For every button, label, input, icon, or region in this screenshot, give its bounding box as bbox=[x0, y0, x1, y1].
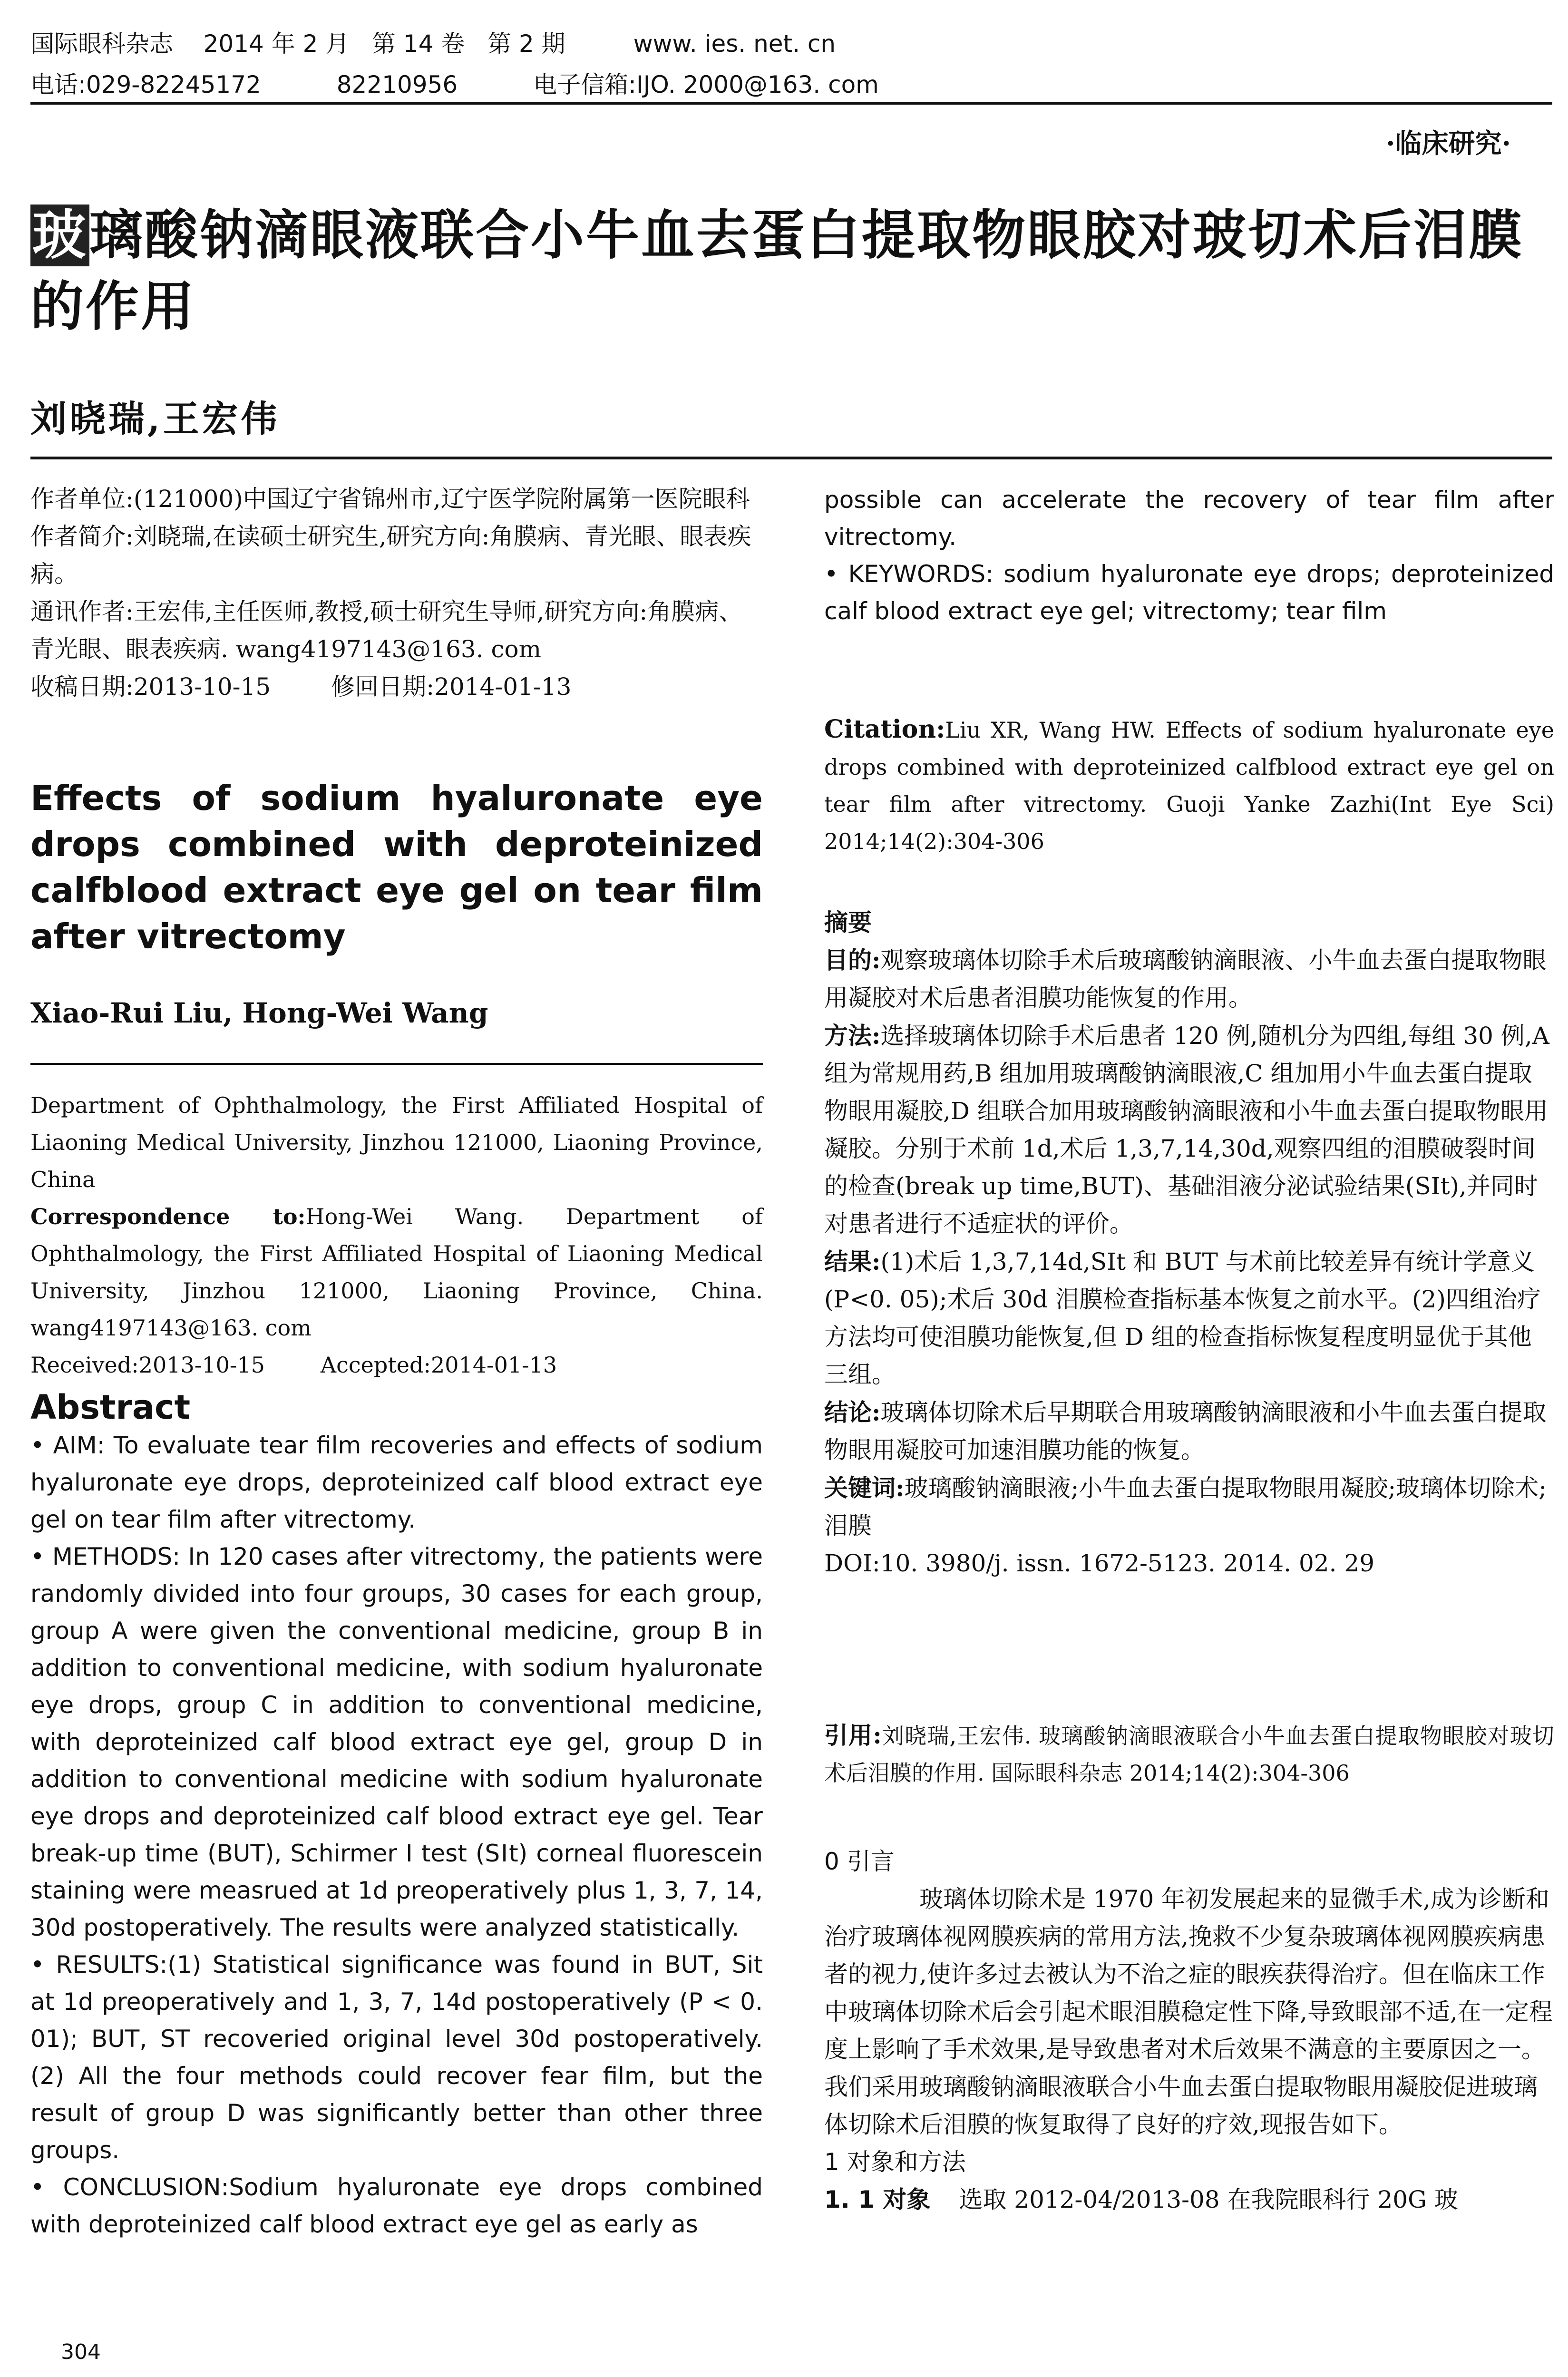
abstract-results: • RESULTS:(1) Statistical significance was found in BUT, Sit at 1d preoperatively and 1, 3, 7, 14d postoperatively (P < 0. 01); BUT, ST recoveried original level 30d postoperatively. (2) All the four methods could recover fear film, but the result of group D was significantly better than other three groups. bbox=[30, 1951, 763, 2164]
cite-cn-text: 刘晓瑞,王宏伟. 玻璃酸钠滴眼液联合小牛血去蛋白提取物眼胶对玻切术后泪膜的作用. 国际眼科杂志 2014;14(2):304-306 bbox=[824, 1723, 1554, 1786]
title-first-char: 玻 bbox=[30, 205, 89, 266]
journal-header-line1: 国际眼科杂志 2014 年 2 月 第 14 卷 第 2 期 www. ies. net. cn bbox=[30, 30, 836, 58]
authors-cn: 刘晓瑞,王宏伟 bbox=[30, 398, 280, 440]
received-dates-cn: 收稿日期:2013-10-15 修回日期:2014-01-13 bbox=[30, 673, 572, 701]
keywords-cn-label: 关键词: bbox=[824, 1474, 905, 1502]
affiliation: 作者单位:(121000)中国辽宁省锦州市,辽宁医学院附属第一医院眼科 bbox=[30, 485, 750, 513]
introduction bbox=[824, 1843, 1554, 2219]
english-title-block bbox=[30, 775, 763, 1029]
citation bbox=[824, 711, 1554, 860]
result-text: (1)术后 1,3,7,14d,SⅠt 和 BUT 与术前比较差异有统计学意义(P<0. 05);术后 30d 泪膜检查指标基本恢复之前水平。(2)四组治疗方法均可使泪膜功能恢复,但 D 组的检查指标恢复程度明显优于其他三组。 bbox=[824, 1248, 1541, 1388]
abstract-cn-result bbox=[824, 1243, 1554, 1393]
conclusion-label: 结论: bbox=[824, 1398, 881, 1426]
abstract-cn-method bbox=[824, 1017, 1554, 1243]
abstract-cn-keywords bbox=[824, 1469, 1554, 1545]
abstract-heading: Abstract bbox=[30, 1388, 191, 1427]
header-divider bbox=[30, 102, 1552, 105]
english-title: Effects of sodium hyaluronate eye drops combined with deproteinized calfblood extract eye gel on tear film after vitrectomy bbox=[30, 778, 763, 956]
abstract-cn-conclusion bbox=[824, 1393, 1554, 1469]
purpose-text: 观察玻璃体切除手术后玻璃酸钠滴眼液、小牛血去蛋白提取物眼用凝胶对术后患者泪膜功能恢复的作用。 bbox=[824, 946, 1547, 1012]
english-authors: Xiao-Rui Liu, Hong-Wei Wang bbox=[30, 997, 488, 1029]
english-abstract bbox=[30, 1388, 763, 2243]
correspondence-label: Correspondence to: bbox=[30, 1204, 306, 1229]
keywords-cn-text: 玻璃酸钠滴眼液;小牛血去蛋白提取物眼用凝胶;玻璃体切除术;泪膜 bbox=[824, 1474, 1547, 1539]
english-affiliation-block bbox=[30, 1087, 763, 1383]
abstract-aim: • AIM: To evaluate tear film recoveries and effects of sodium hyaluronate eye drops, deproteinized calf blood extract eye gel on tear film after vitrectomy. bbox=[30, 1432, 763, 1533]
methods-heading: 1 对象和方法 bbox=[824, 2148, 966, 2176]
intro-heading: 0 引言 bbox=[824, 1848, 895, 1875]
doi: DOI:10. 3980/j. issn. 1672-5123. 2014. 02. 29 bbox=[824, 1549, 1375, 1577]
subject-label: 1. 1 对象 bbox=[824, 2186, 931, 2213]
abstract-conclusion: • CONCLUSION:Sodium hyaluronate eye drops combined with deproteinized calf blood extract eye gel as early as bbox=[30, 2173, 763, 2238]
purpose-label: 目的: bbox=[824, 946, 881, 974]
cite-cn bbox=[824, 1717, 1554, 1792]
left-column bbox=[30, 480, 763, 706]
intro-text: 玻璃体切除术是 1970 年初发展起来的显微手术,成为诊断和治疗玻璃体视网膜疾病的常用方法,挽救不少复杂玻璃体视网膜疾病患者的视力,使许多过去被认为不治之症的眼疾获得治疗。但在临床工作中玻璃体切除术后会引起术眼泪膜稳定性下降,导致眼部不适,在一定程度上影响了手术效果,是导致患者对术后效果不满意的主要原因之一。我们采用玻璃酸钠滴眼液联合小牛血去蛋白提取物眼用凝胶促进玻璃体切除术后泪膜的恢复取得了良好的疗效,现报告如下。 bbox=[824, 1885, 1553, 2138]
correspondence-text: Hong-Wei Wang. Department of Ophthalmology, the First Affiliated Hospital of Liaoning Medical University, Jinzhou 121000, Liaoning Province, China. wang4197143@163. com bbox=[30, 1204, 763, 1341]
subject-paragraph bbox=[824, 2181, 1554, 2219]
department: Department of Ophthalmology, the First Affiliated Hospital of Liaoning Medical University, Jinzhou 121000, Liaoning Province, China bbox=[30, 1092, 763, 1192]
section-label: ·临床研究· bbox=[1386, 128, 1511, 159]
result-label: 结果: bbox=[824, 1247, 881, 1276]
method-text: 选择玻璃体切除手术后患者 120 例,随机分为四组,每组 30 例,A 组为常规用药,B 组加用玻璃酸钠滴眼液,C 组加用小牛血去蛋白提取物眼用凝胶,D 组联合加用玻璃酸钠滴眼液和小牛血去蛋白提取物眼用凝胶。分别于术前 1d,术后 1,3,7,14,30d,观察四组的泪膜破裂时间的检查(break up time,BUT)、基础泪液分泌试验结果(SⅠt),并同时对患者进行不适症状的评价。 bbox=[824, 1022, 1549, 1237]
abstract-cn-heading: 摘要 bbox=[824, 908, 872, 936]
abstract-conclusion-cont: possible can accelerate the recovery of tear film after vitrectomy. bbox=[824, 486, 1554, 551]
cite-cn-label: 引用: bbox=[824, 1721, 882, 1749]
author-divider bbox=[30, 1063, 763, 1065]
journal-header-line2: 电话:029-82245172 82210956 电子信箱:IJO. 2000@163. com bbox=[30, 71, 879, 98]
subject-text: 选取 2012-04/2013-08 在我院眼科行 20G 玻 bbox=[959, 2186, 1458, 2213]
abstract-methods: • METHODS: In 120 cases after vitrectomy, the patients were randomly divided into four groups, 30 cases for each group, group A were given the conventional medicine, group B in addition to conventional medicine, with sodium hyaluronate eye drops, group C in addition to conventional medicine, with deproteinized calf blood extract eye gel, group D in addition to conventional medicine with sodium hyaluronate eye drops and deproteinized calf blood extract eye gel. Tear break-up time (BUT), Schirmer I test (SⅠt) corneal fluorescein staining were measrued at 1d preoperatively plus 1, 3, 7, 14, 30d postoperatively. The results were analyzed statistically. bbox=[30, 1543, 763, 1941]
title-divider bbox=[30, 457, 1552, 459]
correspondence bbox=[30, 1198, 763, 1346]
right-column-top bbox=[824, 481, 1554, 630]
received-accepted: Received:2013-10-15 Accepted:2014-01-13 bbox=[30, 1352, 557, 1378]
chinese-abstract bbox=[824, 904, 1554, 1582]
abstract-keywords: • KEYWORDS: sodium hyaluronate eye drops; deproteinized calf blood extract eye gel; vitrectomy; tear film bbox=[824, 560, 1554, 625]
method-label: 方法: bbox=[824, 1022, 881, 1050]
title-rest: 璃酸钠滴眼液联合小牛血去蛋白提取物眼胶对玻切术后泪膜的作用 bbox=[30, 205, 1524, 338]
cite-cn-block bbox=[824, 1717, 1554, 1792]
page-number: 304 bbox=[61, 2340, 101, 2364]
citation-text: Liu XR, Wang HW. Effects of sodium hyaluronate eye drops combined with deproteinized calfblood extract eye gel on tear film after vitrectomy. Guoji Yanke Zazhi(Int Eye Sci) 2014;14(2):304-306 bbox=[824, 717, 1554, 854]
article-title bbox=[30, 200, 1552, 342]
citation-label: Citation: bbox=[824, 715, 945, 744]
abstract-cn-purpose bbox=[824, 941, 1554, 1017]
author-intro: 作者简介:刘晓瑞,在读硕士研究生,研究方向:角膜病、青光眼、眼表疾病。 bbox=[30, 523, 751, 588]
corresponding-author: 通讯作者:王宏伟,主任医师,教授,硕士研究生导师,研究方向:角膜病、青光眼、眼表疾病. wang4197143@163. com bbox=[30, 598, 743, 663]
citation-block bbox=[824, 711, 1554, 860]
conclusion-text: 玻璃体切除术后早期联合用玻璃酸钠滴眼液和小牛血去蛋白提取物眼用凝胶可加速泪膜功能的恢复。 bbox=[824, 1399, 1547, 1464]
